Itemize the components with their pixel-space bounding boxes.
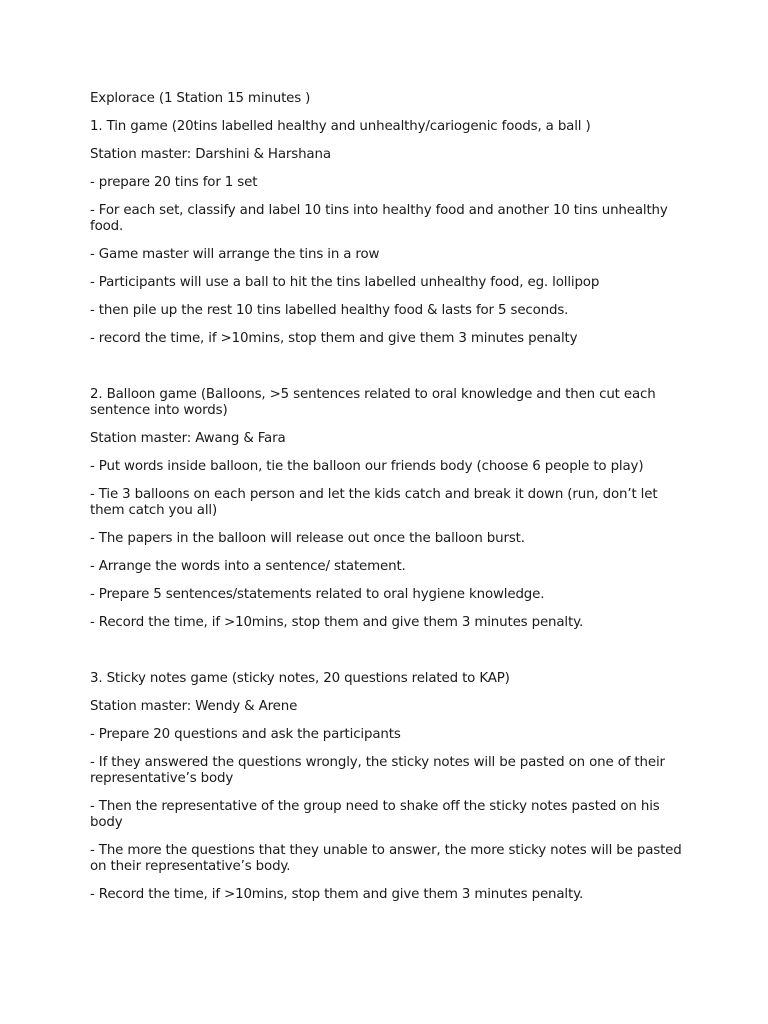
- list-item: - Tie 3 balloons on each person and let the kids catch and break it down (run, don’t let them catch you all): [90, 487, 658, 518]
- station-master: Station master: Awang & Fara: [90, 431, 286, 446]
- list-item: - record the time, if >10mins, stop them and give them 3 minutes penalty: [90, 331, 578, 346]
- list-item: - Participants will use a ball to hit the tins labelled unhealthy food, eg. lollipop: [90, 275, 600, 290]
- list-item: - then pile up the rest 10 tins labelled healthy food & lasts for 5 seconds.: [90, 303, 569, 318]
- section-sticky-notes-game: [90, 671, 690, 903]
- list-item: - Game master will arrange the tins in a row: [90, 247, 380, 262]
- section-heading: 2. Balloon game (Balloons, >5 sentences related to oral knowledge and then cut each sentence into words): [90, 387, 656, 418]
- list-item: - Record the time, if >10mins, stop them and give them 3 minutes penalty.: [90, 887, 584, 902]
- document-body: [90, 91, 690, 903]
- list-item: - Record the time, if >10mins, stop them and give them 3 minutes penalty.: [90, 615, 584, 630]
- list-item: - Put words inside balloon, tie the balloon our friends body (choose 6 people to play): [90, 459, 644, 474]
- section-heading: 1. Tin game (20tins labelled healthy and unhealthy/cariogenic foods, a ball ): [90, 119, 591, 134]
- list-item: - For each set, classify and label 10 tins into healthy food and another 10 tins unhealthy food.: [90, 203, 668, 234]
- list-item: - Arrange the words into a sentence/ statement.: [90, 559, 406, 574]
- station-master: Station master: Wendy & Arene: [90, 699, 298, 714]
- list-item: - The papers in the balloon will release out once the balloon burst.: [90, 531, 525, 546]
- station-master: Station master: Darshini & Harshana: [90, 147, 331, 162]
- list-item: - Prepare 20 questions and ask the participants: [90, 727, 401, 742]
- list-item: - Then the representative of the group need to shake off the sticky notes pasted on his body: [90, 799, 660, 830]
- list-item: - Prepare 5 sentences/statements related to oral hygiene knowledge.: [90, 587, 545, 602]
- list-item: - If they answered the questions wrongly, the sticky notes will be pasted on one of their representative’s body: [90, 755, 665, 786]
- section-balloon-game: [90, 387, 690, 631]
- list-item: - prepare 20 tins for 1 set: [90, 175, 258, 190]
- list-item: - The more the questions that they unable to answer, the more sticky notes will be pasted on their representative’s body.: [90, 843, 682, 874]
- document-title: Explorace (1 Station 15 minutes ): [90, 91, 311, 106]
- section-heading: 3. Sticky notes game (sticky notes, 20 questions related to KAP): [90, 671, 510, 686]
- section-tin-game: [90, 119, 690, 347]
